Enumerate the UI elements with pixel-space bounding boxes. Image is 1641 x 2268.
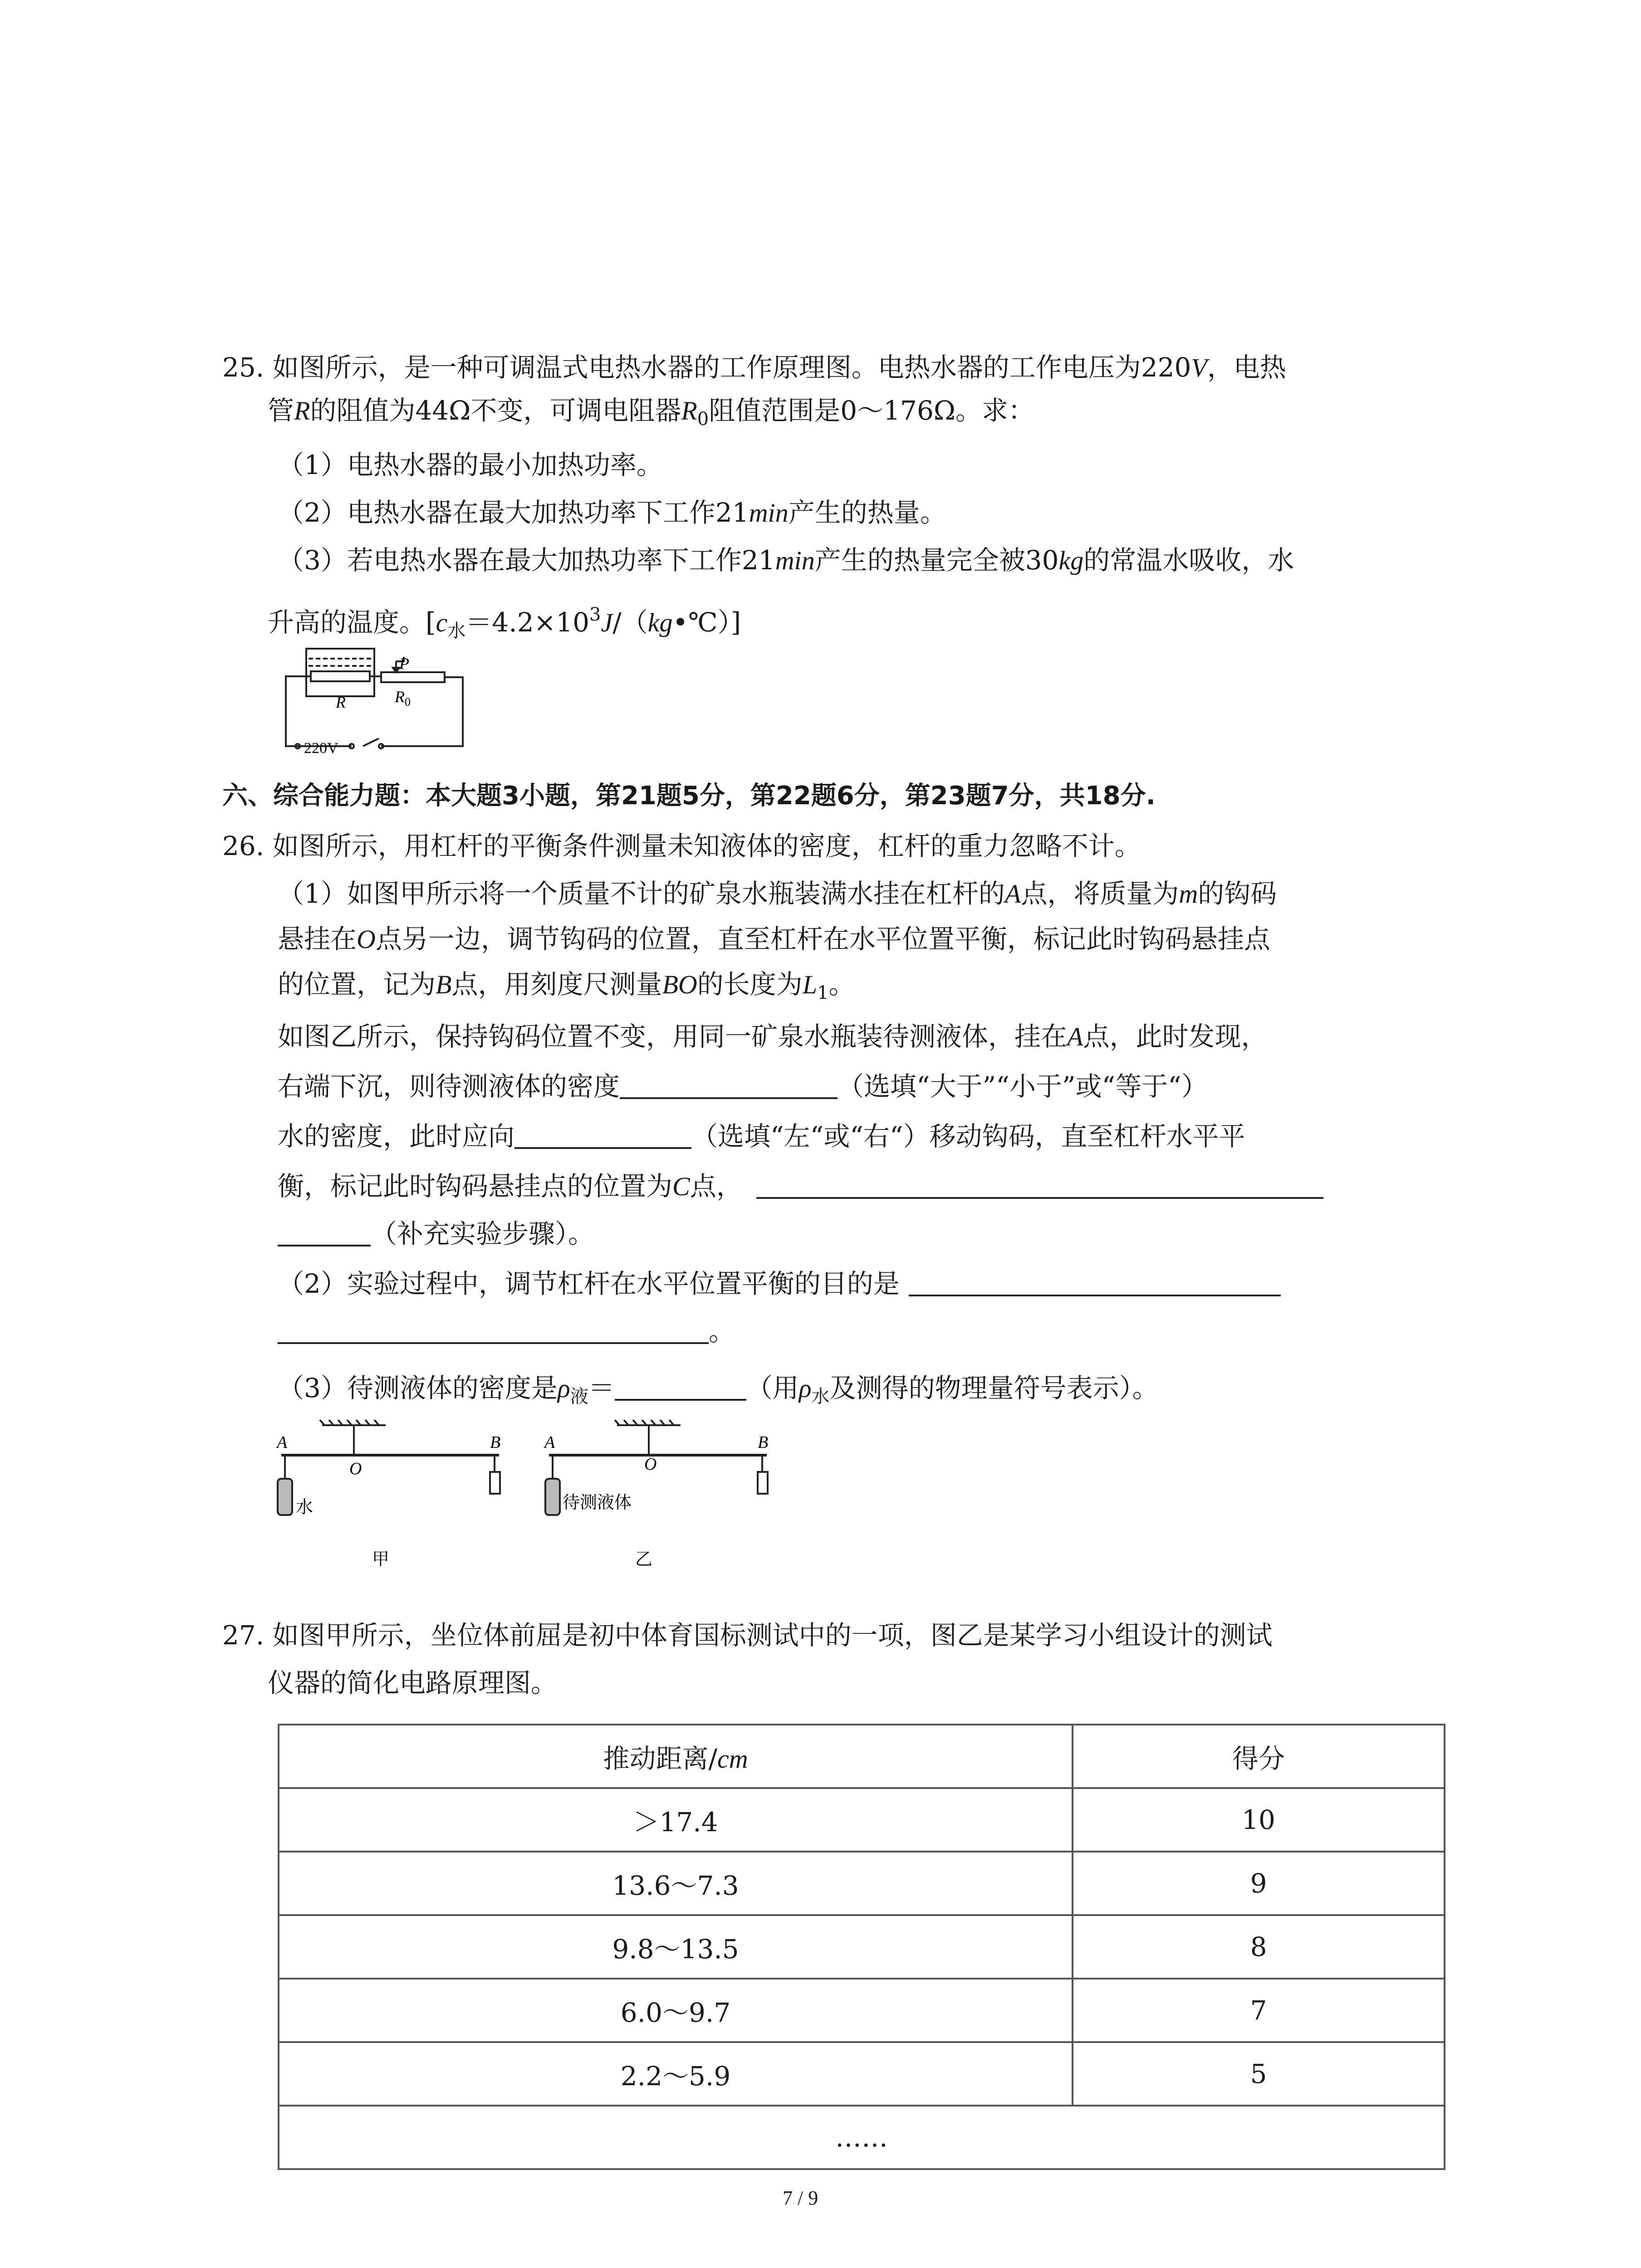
q27-line-1 (222, 1617, 1273, 1653)
cell-distance: 6.0～9.7 (279, 1979, 1073, 2042)
cell-distance: ＞17.4 (279, 1788, 1073, 1852)
q25-line-2 (268, 392, 1034, 437)
q26-text: 的位置，记为 (278, 969, 436, 1000)
cell-distance: 9.8～13.5 (279, 1915, 1073, 1979)
q26-symbol-m: m (1179, 879, 1198, 909)
label-a-yi: A (544, 1433, 555, 1452)
q25-part-2 (278, 494, 946, 531)
bottle-liquid (545, 1479, 560, 1515)
q26-line-2 (278, 875, 1277, 912)
q25-text: 阻值范围是0～176Ω。求： (709, 395, 1034, 426)
table-row (279, 1979, 1445, 2042)
q26-text: 的长度为 (697, 969, 803, 1000)
q26-text: （补充实验步骤）。 (371, 1218, 595, 1249)
label-figure-yi: 乙 (635, 1549, 653, 1569)
q26-line-1 (222, 828, 1141, 864)
q25-symbol-r: R (294, 396, 310, 425)
q25-text: ，电热 (1207, 352, 1286, 383)
label-b-jia: B (490, 1433, 501, 1452)
label-a-jia: A (277, 1433, 288, 1452)
heater-tube-r (311, 671, 370, 681)
header-distance-label: 推动距离/ (603, 1743, 717, 1774)
label-water: 水 (296, 1497, 314, 1517)
q25-number: 25. (222, 352, 265, 383)
answer-blank-purpose-part2[interactable] (278, 1317, 709, 1344)
q26-symbol-l: L (802, 970, 818, 999)
q26-line-8 (278, 1168, 1323, 1205)
q26-point-o: O (357, 924, 376, 954)
cell-distance: 13.6～7.3 (279, 1852, 1073, 1915)
answer-blank-step-part1[interactable] (756, 1172, 1323, 1199)
q26-text: 点， (690, 1171, 743, 1202)
q25-part-3 (278, 542, 1294, 579)
q26-point-c: C (672, 1172, 690, 1201)
q25-text: 产生的热量完全被30 (814, 545, 1059, 576)
q25-text: 的阻值为44Ω不变，可调电阻器 (310, 395, 681, 426)
q26-text: 右端下沉，则待测液体的密度 (278, 1071, 620, 1102)
q25-text: /（ (612, 607, 648, 638)
q27-line-2: 仪器的简化电路原理图。 (268, 1667, 558, 1698)
q26-text: ＝ (588, 1373, 615, 1403)
page-number: 7 / 9 (783, 2187, 818, 2209)
q25-circuit-diagram (268, 644, 476, 758)
q25-line-4 (268, 596, 741, 649)
label-r: R (336, 693, 346, 711)
cell-ellipsis: …… (279, 2106, 1445, 2169)
q25-exponent: 3 (589, 604, 601, 625)
q27-text: 如图甲所示，坐位体前屈是初中体育国标测试中的一项，图乙是某学习小组设计的测试 (272, 1620, 1273, 1651)
q26-text: 的钩码 (1198, 878, 1277, 909)
q25-part-1: （1）电热水器的最小加热功率。 (278, 450, 663, 480)
switch (363, 738, 379, 746)
q25-unit-min: min (775, 546, 815, 575)
label-220v: 220V (304, 740, 338, 757)
cell-score: 7 (1073, 1979, 1445, 2042)
cell-score: 8 (1073, 1915, 1445, 1979)
q25-text: 升高的温度。[ (268, 607, 436, 638)
section-6-title: 六、综合能力题：本大题3小题，第21题5分，第22题6分，第23题7分，共18分. (222, 781, 1156, 811)
label-r0: R (395, 688, 405, 706)
q26-point-a: A (1067, 1022, 1083, 1051)
q25-text: （2）电热水器在最大加热功率下工作21 (278, 497, 749, 528)
q26-line-9 (278, 1216, 594, 1252)
q26-lever-diagrams (272, 1420, 798, 1579)
q26-text: （2）实验过程中，调节杠杆在水平位置平衡的目的是 (278, 1268, 900, 1299)
label-b-yi: B (758, 1433, 769, 1452)
q26-symbol-rho: ρ (557, 1374, 570, 1403)
q25-text: ＝4.2×10 (465, 607, 590, 638)
q25-subscript: 0 (697, 409, 709, 430)
q25-unit-kg: kg (647, 608, 673, 637)
q25-symbol-c: c (436, 608, 448, 637)
cell-score: 10 (1073, 1788, 1445, 1852)
q26-text: （选填“左“或“右“）移动钩码，直至杠杆水平平 (691, 1121, 1245, 1152)
q26-symbol-rho: ρ (798, 1374, 812, 1403)
q26-point-b: B (436, 970, 452, 999)
q26-line-7 (278, 1118, 1245, 1154)
q25-unit-min: min (749, 498, 789, 528)
q25-unit-j: J (601, 608, 613, 637)
hook-weight-jia (490, 1472, 500, 1494)
q26-segment-bo: BO (662, 970, 697, 999)
q26-line-5 (278, 1018, 1267, 1055)
q26-text: 点另一边，调节钩码的位置，直至杠杆在水平位置平衡，标记此时钩码悬挂点 (375, 924, 1270, 954)
q26-text: 及测得的物理量符号表示）。 (829, 1373, 1159, 1403)
score-table (278, 1724, 1445, 2170)
q25-text: •℃）] (672, 607, 741, 638)
q26-text: 如图乙所示，保持钩码位置不变，用同一矿泉水瓶装待测液体，挂在 (278, 1021, 1068, 1052)
q26-line-6 (278, 1068, 1208, 1105)
q25-line-1 (222, 349, 1286, 386)
table-row (279, 1788, 1445, 1852)
label-p: P (399, 655, 409, 673)
q25-subscript: 水 (447, 621, 466, 641)
table-ellipsis-row (279, 2106, 1445, 2169)
answer-blank-direction[interactable] (514, 1122, 691, 1149)
q25-text: 的常温水吸收，水 (1083, 545, 1294, 576)
q26-subscript: 1 (817, 982, 829, 1003)
q26-subscript: 液 (570, 1386, 588, 1407)
q25-text: （3）若电热水器在最大加热功率下工作21 (278, 545, 775, 576)
cell-score: 5 (1073, 2042, 1445, 2106)
table-row (279, 1852, 1445, 1915)
label-figure-jia: 甲 (372, 1549, 390, 1569)
hook-weight-yi (758, 1472, 768, 1494)
label-r0-sub: 0 (405, 695, 411, 709)
q26-number: 26. (222, 831, 265, 861)
q26-text: （选填“大于”“小于”或“等于“） (838, 1071, 1208, 1102)
label-o-jia: O (349, 1459, 362, 1478)
label-o-yi: O (644, 1455, 657, 1474)
cell-score: 9 (1073, 1852, 1445, 1915)
q26-text: 衡，标记此时钩码悬挂点的位置为 (278, 1171, 673, 1202)
table-row (279, 1915, 1445, 1979)
header-distance (279, 1725, 1073, 1788)
q26-point-a: A (1004, 879, 1021, 909)
variable-resistor-r0 (381, 672, 445, 682)
q26-text: 水的密度，此时应向 (278, 1121, 515, 1152)
q26-text: 点，此时发现， (1083, 1021, 1268, 1052)
q26-text: 点，将质量为 (1021, 878, 1179, 909)
q26-text: （3）待测液体的密度是 (278, 1373, 558, 1403)
table-header-row (279, 1725, 1445, 1788)
q26-line-3 (278, 921, 1270, 958)
q25-unit-v: V (1191, 353, 1207, 382)
q26-line-4 (278, 966, 855, 1011)
q26-subscript: 水 (811, 1386, 830, 1407)
answer-blank-step-part2[interactable] (278, 1219, 371, 1246)
header-score: 得分 (1073, 1725, 1445, 1788)
q26-text: 。 (828, 969, 855, 1000)
header-distance-unit: cm (717, 1744, 748, 1774)
q26-text: 如图所示，用杠杆的平衡条件测量未知液体的密度，杠杆的重力忽略不计。 (272, 831, 1141, 861)
q26-text: （1）如图甲所示将一个质量不计的矿泉水瓶装满水挂在杠杆的 (278, 878, 1005, 909)
q25-text: 管 (268, 395, 294, 426)
answer-blank-density-compare[interactable] (620, 1072, 838, 1099)
q26-line-10 (278, 1266, 1281, 1302)
bottle-water (278, 1479, 292, 1515)
answer-blank-density-expression[interactable] (615, 1374, 746, 1401)
cell-distance: 2.2～5.9 (279, 2042, 1073, 2106)
water-tank (306, 649, 374, 696)
q27-number: 27. (222, 1620, 265, 1651)
q26-line-12 (278, 1370, 1159, 1415)
q26-text: 。 (709, 1316, 735, 1347)
q25-symbol-r0: R (681, 396, 697, 425)
q26-text: 悬挂在 (278, 924, 357, 954)
q26-line-11 (278, 1313, 735, 1349)
q26-text: （用 (746, 1373, 799, 1403)
label-test-liquid: 待测液体 (563, 1492, 632, 1512)
q25-text: 产生的热量。 (788, 497, 946, 528)
table-row (279, 2042, 1445, 2106)
q26-text: 点，用刻度尺测量 (451, 969, 662, 1000)
q25-unit-kg: kg (1058, 546, 1084, 575)
q25-text: 如图所示，是一种可调温式电热水器的工作原理图。电热水器的工作电压为220 (272, 352, 1191, 383)
answer-blank-purpose-part1[interactable] (909, 1269, 1281, 1296)
